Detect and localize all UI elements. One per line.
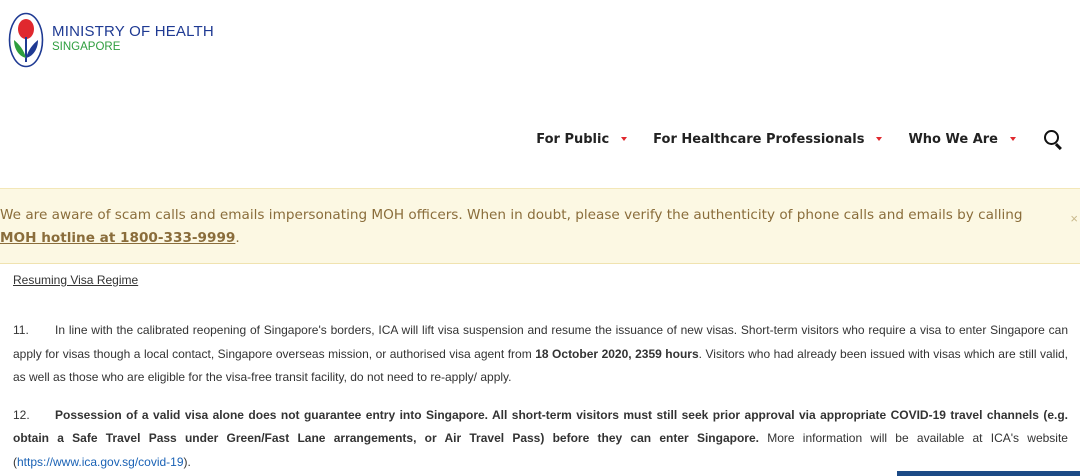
nav-item-for-public[interactable] — [536, 132, 627, 147]
hotline-link[interactable]: MOH hotline at 1800-333-9999 — [0, 230, 236, 246]
close-icon[interactable]: × — [1070, 211, 1078, 226]
nav-item-label: Who We Are — [908, 131, 998, 147]
section-heading: Resuming Visa Regime — [13, 273, 139, 287]
alert-end: . — [235, 230, 240, 246]
site-header — [0, 0, 1080, 188]
paragraph-number: 11. — [13, 323, 29, 337]
paragraph-bold: 18 October 2020, 2359 hours — [535, 346, 699, 361]
alert-text: We are aware of scam calls and emails impersonating MOH officers. When in doubt, please verify the authenticity of phone calls and emails by calling — [0, 207, 1023, 223]
caret-down-icon — [1010, 137, 1016, 141]
ica-covid-link[interactable]: https://www.ica.gov.sg/covid-19 — [17, 454, 184, 469]
paragraph-text: More information will be available at ICA's website ( — [13, 431, 1068, 469]
article-body — [13, 272, 1068, 476]
brand-subtitle: SINGAPORE — [52, 41, 121, 53]
paragraph-bold: Possession of a valid visa alone does not guarantee entry into Singapore. All short-term visitors must still seek prior approval via appropriate COVID-19 travel channels (e.g. obtain a Safe Travel Pass under Green/Fast Lane arrangements, or Air Travel Pass) before they can enter Singapore. — [13, 407, 1068, 445]
paragraph-text: . Visitors who had already been issued with visas which are still valid, as well as those who are eligible for the visa-free transit facility, do not need to re-apply/ apply. — [13, 346, 1069, 384]
nav-item-who-we-are[interactable] — [908, 132, 1016, 147]
caret-down-icon — [621, 137, 627, 141]
brand-title: MINISTRY OF HEALTH — [52, 23, 214, 40]
paragraph-text: ). — [183, 454, 191, 469]
paragraph-12 — [13, 404, 1068, 475]
caret-down-icon — [876, 137, 882, 141]
search-icon[interactable] — [1042, 128, 1064, 150]
alert-message — [0, 204, 1050, 250]
nav-item-label: For Public — [536, 131, 610, 147]
scam-alert-banner — [0, 188, 1080, 264]
nav-item-for-healthcare-professionals[interactable] — [653, 132, 882, 147]
paragraph-11 — [13, 319, 1068, 390]
moh-tulip-logo-icon[interactable] — [8, 12, 44, 68]
floating-widget-edge[interactable] — [897, 471, 1080, 476]
main-nav — [536, 125, 1064, 153]
paragraph-number: 12. — [13, 407, 30, 422]
paragraph-text: In line with the calibrated reopening of Singapore's borders, ICA will lift visa suspension and resume the issuance of new visas. Short-term visitors who require a visa to enter Singapore can apply for visas though a local contact, Singapore overseas mission, or authorised visa agent from — [13, 323, 1068, 361]
brand-text[interactable] — [52, 23, 214, 54]
nav-item-label: For Healthcare Professionals — [653, 131, 865, 147]
